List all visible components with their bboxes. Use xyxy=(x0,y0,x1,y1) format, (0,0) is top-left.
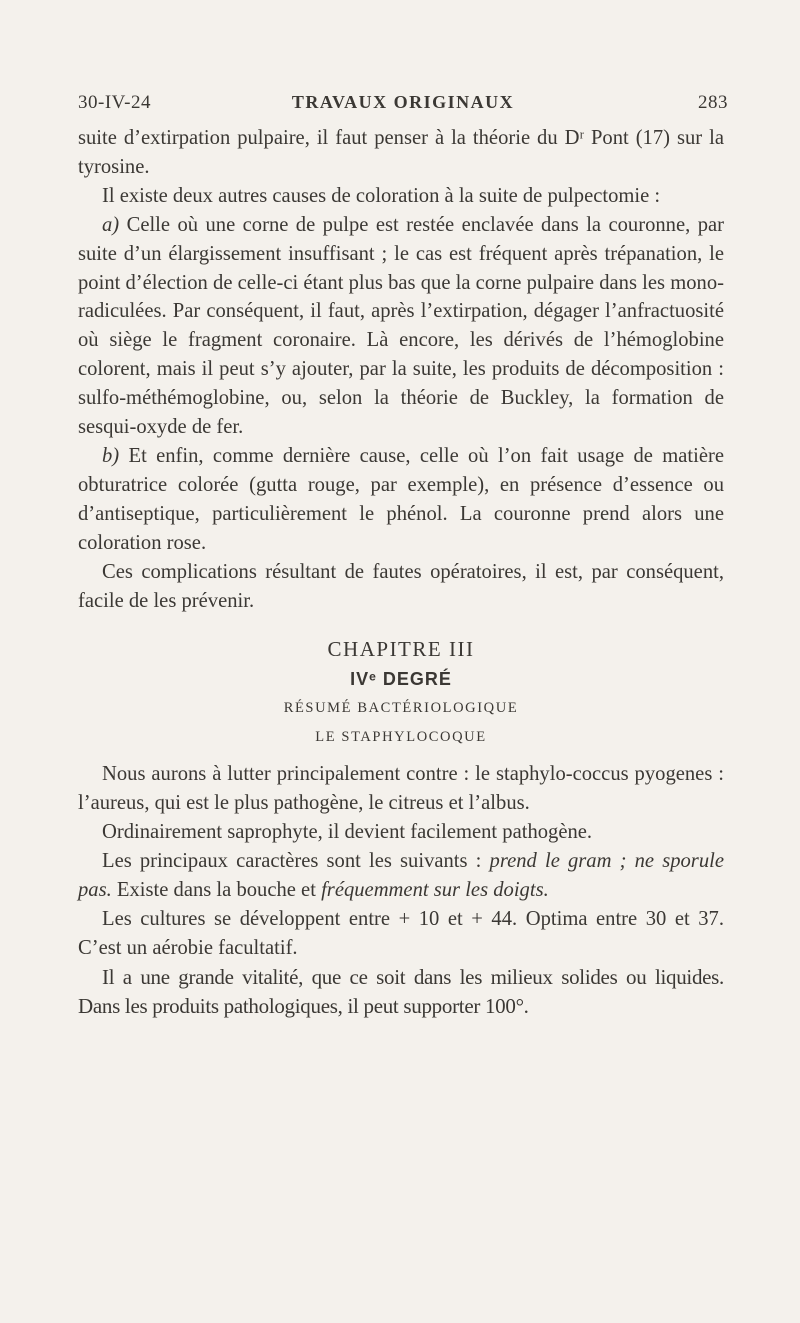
header-date: 30-IV-24 xyxy=(78,92,151,113)
paragraph-9: Les cultures se développent entre + 10 et + 44. Optima entre 30 et 37. C’est un aérobie facultatif. xyxy=(78,907,724,959)
paragraph-1: suite d’extirpation pulpaire, il faut penser à la théorie du Dʳ Pont (17) sur la tyrosine. xyxy=(78,127,724,178)
paragraph-6: Nous aurons à lutter principalement contre : le staphylo-coccus pyogenes : l’aureus, qui est le plus pathogène, le citreus et l’albus. xyxy=(78,763,724,815)
paragraph-8-c: Existe dans la bouche et xyxy=(111,879,322,902)
running-header xyxy=(78,92,728,122)
paragraph-10: Il a une grande vitalité, que ce soit dans les milieux solides ou liquides. Dans les produits pathologiques, il peut supporter 100°. xyxy=(78,964,724,1018)
page-body xyxy=(78,124,724,1021)
header-title: TRAVAUX ORIGINAUX xyxy=(291,92,515,112)
paragraph-2: Il existe deux autres causes de coloration à la suite de pulpectomie : xyxy=(102,184,661,207)
paragraph-8 xyxy=(78,847,724,905)
paragraph-4 xyxy=(78,442,724,558)
chapter-subtitle: RÉSUMÉ BACTÉRIOLOGIQUE xyxy=(283,700,519,717)
paragraph-8-a: Les principaux caractères sont les suivants : xyxy=(102,850,490,873)
page-number: 283 xyxy=(698,92,728,113)
paragraph-8-d: fréquemment sur les doigts. xyxy=(321,879,549,902)
paragraph-5: Ces complications résultant de fautes opératoires, il est, par conséquent, facile de les prévenir. xyxy=(78,560,724,612)
paragraph-3-text: Celle où une corne de pulpe est restée enclavée dans la couronne, par suite d’un élargissement insuffisant ; le cas est fréquent après trépanation, le point d’élection de celle-ci étant plus bas que la corne pulpaire dans les mono-radiculées. Par conséquent, il faut, après l’extirpation, dégager l’anfractuosité où siège le fragment coronaire. Là encore, les dérivés de l’hémoglobine colorent, mais il peut s’y ajouter, par la suite, les produits de décomposition : sulfo-méthémoglobine, ou, selon la théorie de Buckley, la formation de sesqui-oxyde de fer. xyxy=(78,213,724,439)
paragraph-4-text: Et enfin, comme dernière cause, celle où l’on fait usage de matière obturatrice colorée (gutta rouge, par exemple), en présence d’essence ou d’antiseptique, particulièrement le phénol. La couronne prend alors une coloration rose. xyxy=(78,444,724,554)
paragraph-8-b: prend le gram ; ne sporule pas. xyxy=(78,850,724,902)
chapter-title: CHAPITRE III xyxy=(327,637,475,662)
item-label-a: a) xyxy=(102,213,120,236)
chapter-degree: IVᵉ DEGRÉ xyxy=(350,669,452,690)
paragraph-7: Ordinairement saprophyte, il devient facilement pathogène. xyxy=(102,821,593,844)
item-label-b: b) xyxy=(102,444,120,467)
paragraph-3 xyxy=(78,211,724,442)
chapter-subtitle-2: LE STAPHYLOCOQUE xyxy=(315,729,487,746)
